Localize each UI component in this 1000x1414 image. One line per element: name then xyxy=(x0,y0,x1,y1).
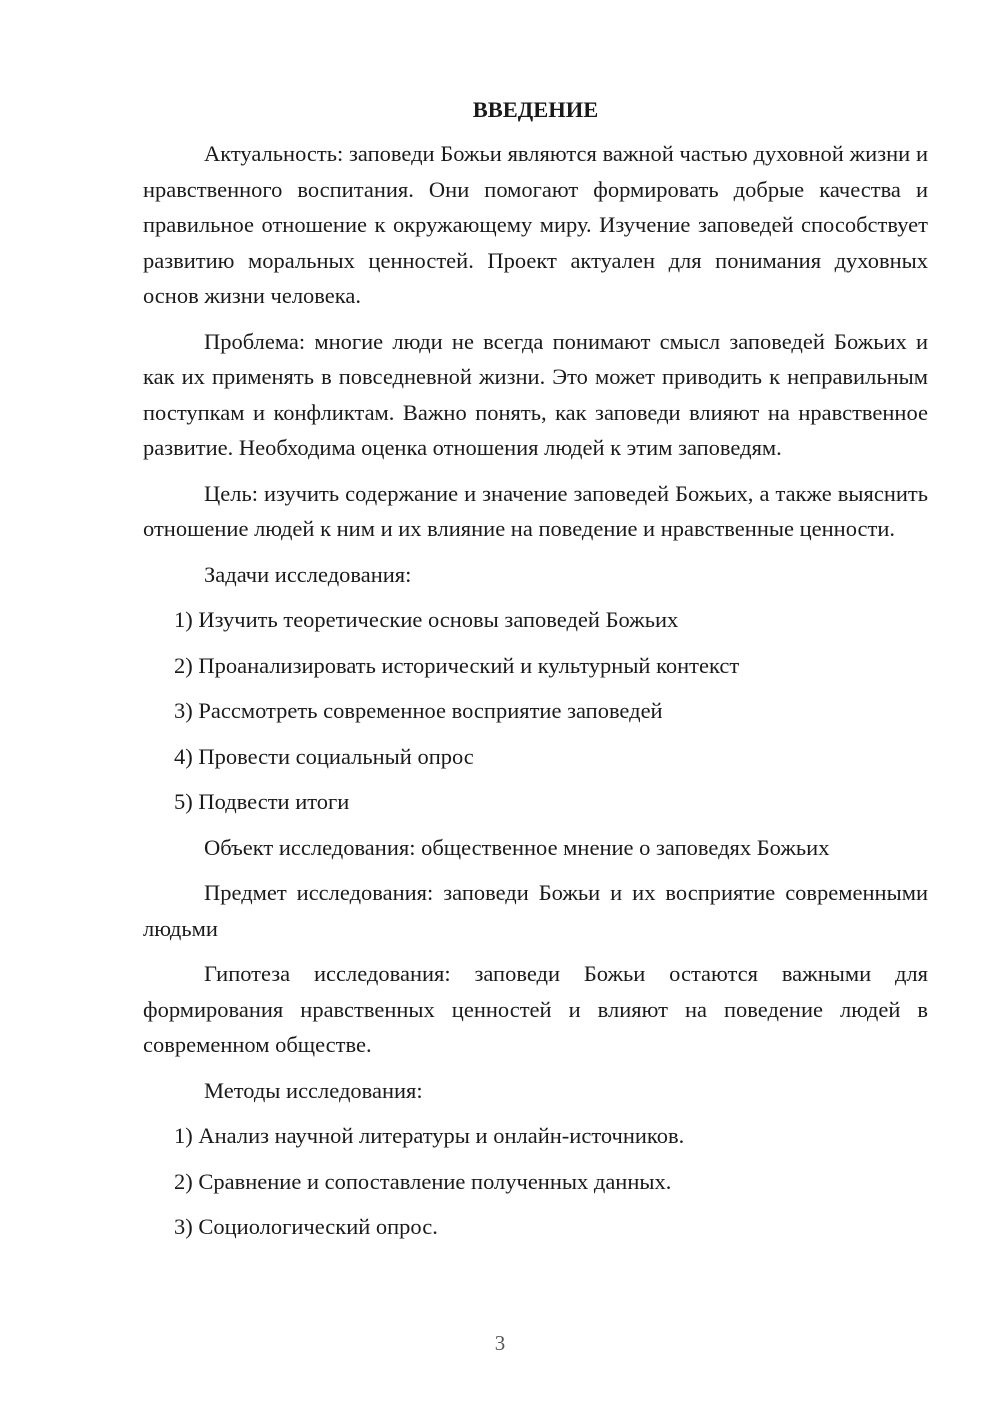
document-page xyxy=(143,92,928,1255)
tasks-title: Задачи исследования: xyxy=(204,561,412,587)
goal-paragraph: Цель: изучить содержание и значение заповедей Божьих, а также выяснить отношение людей к ним и их влияние на поведение и нравственные ценности. xyxy=(143,480,928,541)
section-heading: ВВЕДЕНИЕ xyxy=(472,97,599,122)
list-item: 3) Рассмотреть современное восприятие заповедей xyxy=(174,698,663,723)
relevance-paragraph: Актуальность: заповеди Божьи являются важной частью духовной жизни и нравственного воспитания. Они помогают формировать добрые качества и правильное отношение к окружающему миру. Изучение заповедей способствует развитию моральных ценностей. Проект актуален для понимания духовных основ жизни человека. xyxy=(143,141,928,308)
list-item: 3) Социологический опрос. xyxy=(174,1214,438,1239)
hypothesis-paragraph: Гипотеза исследования: заповеди Божьи остаются важными для формирования нравственных ценностей и влияют на поведение людей в современном обществе. xyxy=(143,961,928,1057)
list-item: 1) Анализ научной литературы и онлайн-источников. xyxy=(174,1123,685,1148)
object-line: Объект исследования: общественное мнение о заповедях Божьих xyxy=(204,834,830,860)
list-item: 5) Подвести итоги xyxy=(174,789,350,814)
problem-paragraph: Проблема: многие люди не всегда понимают смысл заповедей Божьих и как их применять в повседневной жизни. Это может приводить к неправильным поступкам и конфликтам. Важно понять, как заповеди влияют на нравственное развитие. Необходима оценка отношения людей к этим заповедям. xyxy=(143,328,928,460)
tasks-list xyxy=(143,602,928,820)
list-item: 1) Изучить теоретические основы заповедей Божьих xyxy=(174,607,679,632)
methods-title: Методы исследования: xyxy=(204,1077,423,1103)
subject-paragraph: Предмет исследования: заповеди Божьи и их восприятие современными людьми xyxy=(143,880,928,941)
methods-list xyxy=(143,1118,928,1245)
list-item: 2) Проанализировать исторический и культурный контекст xyxy=(174,652,740,678)
list-item: 4) Провести социальный опрос xyxy=(174,743,474,769)
list-item: 2) Сравнение и сопоставление полученных данных. xyxy=(174,1168,672,1194)
page-number: 3 xyxy=(494,1331,506,1355)
